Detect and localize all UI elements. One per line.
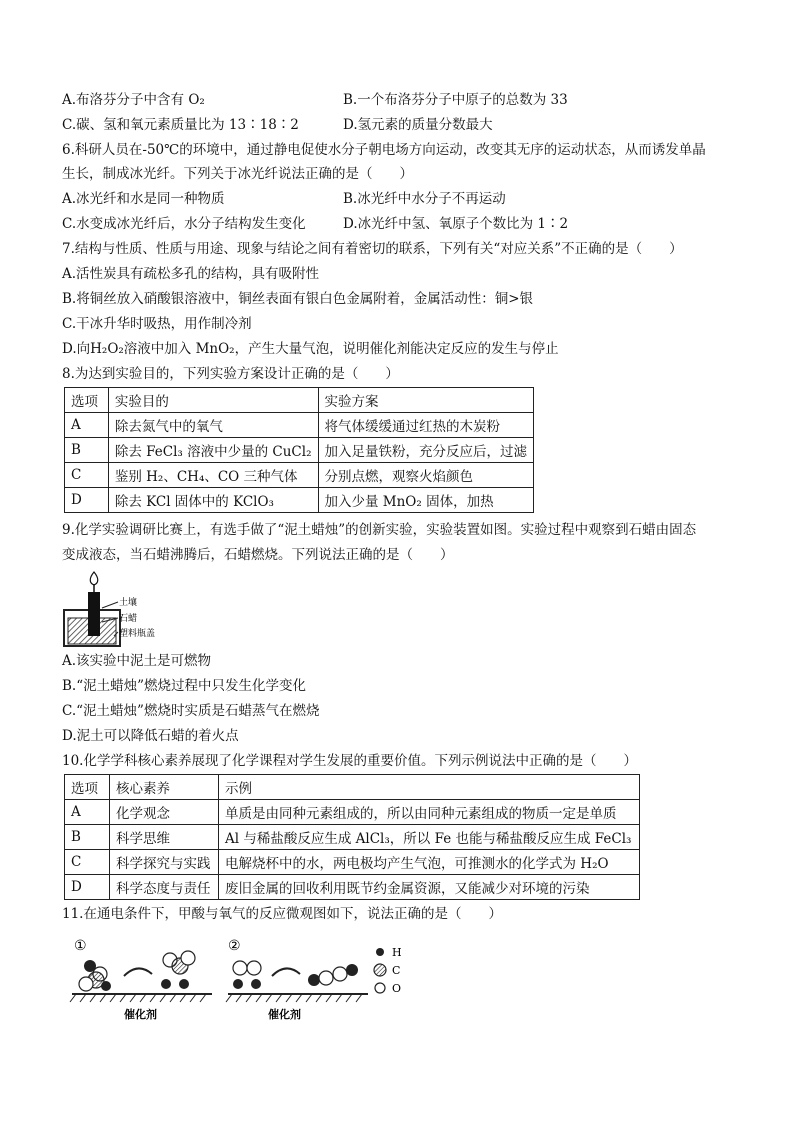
table-cell: D — [65, 875, 110, 900]
q9-option-a: A.该实验中泥土是可燃物 — [62, 653, 212, 669]
q8-stem: 8.为达到实验目的，下列实验方案设计正确的是（ ） — [62, 366, 399, 382]
table-cell: 科学思维 — [110, 825, 219, 850]
table-cell: B — [65, 438, 109, 463]
q10-stem: 10.化学学科核心素养展现了化学课程对学生发展的重要价值。下列示例说法中正确的是（ ） — [62, 753, 637, 769]
table-row — [65, 463, 534, 488]
q9-stem-line1: 9.化学实验调研比赛上，有选手做了“泥土蜡烛”的创新实验，实验装置如图。实验过程中观察到石蜡由固态 — [62, 522, 697, 538]
table-cell: C — [65, 463, 109, 488]
table-cell: Al 与稀盐酸反应生成 AlCl₃，所以 Fe 也能与稀盐酸反应生成 FeCl₃ — [219, 825, 640, 850]
table-cell: 加入少量 MnO₂ 固体，加热 — [318, 488, 534, 513]
q5-option-a: A.布洛芬分子中含有 O₂ — [62, 92, 205, 108]
q5-option-d: D.氢元素的质量分数最大 — [343, 117, 493, 133]
q9-option-c: C.“泥土蜡烛”燃烧时实质是石蜡蒸气在燃烧 — [62, 703, 320, 719]
q5-option-c: C.碳、氢和氧元素质量比为 13∶18∶2 — [62, 117, 299, 133]
table-row — [65, 875, 640, 900]
q7-stem: 7.结构与性质、性质与用途、现象与结论之间有着密切的联系，下列有关“对应关系”不正确的是（ ） — [62, 241, 683, 257]
q8-table — [64, 387, 534, 513]
legend-o: O — [392, 982, 402, 995]
table-header-row — [65, 388, 534, 413]
q5-option-b: B.一个布洛芬分子中原子的总数为 33 — [343, 92, 568, 108]
q9-stem-line2: 变成液态，当石蜡沸腾后，石蜡燃烧。下列说法正确的是（ ） — [62, 547, 454, 563]
header-cell: 核心素养 — [110, 775, 219, 800]
legend-c: C — [392, 964, 401, 977]
table-cell: 单质是由同种元素组成的，所以由同种元素组成的物质一定是单质 — [219, 800, 640, 825]
table-cell: 鉴别 H₂、CH₄、CO 三种气体 — [108, 463, 318, 488]
reaction-micro-diagram — [62, 932, 422, 1024]
table-row — [65, 800, 640, 825]
table-cell: 将气体缓缓通过红热的木炭粉 — [318, 413, 534, 438]
table-cell: 分别点燃，观察火焰颜色 — [318, 463, 534, 488]
table-cell: D — [65, 488, 109, 513]
table-cell: 除去 FeCl₃ 溶液中少量的 CuCl₂ — [108, 438, 318, 463]
table-cell: 加入足量铁粉，充分反应后，过滤 — [318, 438, 534, 463]
q10-table — [64, 774, 640, 900]
q6-stem-line1: 6.科研人员在-50℃的环境中，通过静电促使水分子朝电场方向运动，改变其无序的运动状态，从而诱发单晶 — [62, 142, 706, 158]
table-cell: 电解烧杯中的水，两电极均产生气泡，可推测水的化学式为 H₂O — [219, 850, 640, 875]
table-cell: A — [65, 413, 109, 438]
q6-option-d: D.冰光纤中氢、氧原子个数比为 1∶2 — [343, 216, 569, 232]
header-cell: 实验目的 — [108, 388, 318, 413]
figure-label-wax: 石蜡 — [119, 614, 138, 624]
q6-option-a: A.冰光纤和水是同一种物质 — [62, 191, 225, 207]
header-cell: 选项 — [65, 388, 109, 413]
q7-option-b: B.将铜丝放入硝酸银溶液中，铜丝表面有银白色金属附着，金属活动性：铜>银 — [62, 291, 534, 307]
header-cell: 示例 — [219, 775, 640, 800]
header-cell: 选项 — [65, 775, 110, 800]
table-row — [65, 438, 534, 463]
table-row — [65, 850, 640, 875]
table-cell: A — [65, 800, 110, 825]
header-cell: 实验方案 — [318, 388, 534, 413]
q9-option-b: B.“泥土蜡烛”燃烧过程中只发生化学变化 — [62, 678, 307, 694]
table-cell: 科学态度与责任 — [110, 875, 219, 900]
q6-option-b: B.冰光纤中水分子不再运动 — [343, 191, 506, 207]
table-cell: 化学观念 — [110, 800, 219, 825]
table-cell: B — [65, 825, 110, 850]
q7-option-a: A.活性炭具有疏松多孔的结构，具有吸附性 — [62, 266, 320, 282]
q6-option-c: C.水变成冰光纤后，水分子结构发生变化 — [62, 216, 306, 232]
table-cell: 废旧金属的回收利用既节约金属资源，又能减少对环境的污染 — [219, 875, 640, 900]
table-cell: 科学探究与实践 — [110, 850, 219, 875]
table-cell: 除去 KCl 固体中的 KClO₃ — [108, 488, 318, 513]
mud-candle-figure — [62, 570, 182, 650]
step-1-label: ① — [74, 938, 87, 954]
q7-option-d: D.向H₂O₂溶液中加入 MnO₂，产生大量气泡，说明催化剂能决定反应的发生与停止 — [62, 341, 559, 357]
table-cell: 除去氮气中的氧气 — [108, 413, 318, 438]
q11-stem: 11.在通电条件下，甲酸与氧气的反应微观图如下，说法正确的是（ ） — [62, 906, 502, 922]
figure-label-soil: 土壤 — [119, 598, 138, 608]
table-row — [65, 825, 640, 850]
legend-h: H — [392, 946, 402, 959]
q9-option-d: D.泥土可以降低石蜡的着火点 — [62, 728, 239, 744]
table-header-row — [65, 775, 640, 800]
step-2-label: ② — [228, 938, 241, 954]
catalyst-label-1: 催化剂 — [124, 1008, 157, 1021]
figure-label-bottle-cap: 塑料瓶盖 — [119, 629, 156, 639]
q6-stem-line2: 生长，制成冰光纤。下列关于冰光纤说法正确的是（ ） — [62, 166, 413, 182]
table-cell: C — [65, 850, 110, 875]
table-row — [65, 413, 534, 438]
q7-option-c: C.干冰升华时吸热，用作制冷剂 — [62, 316, 252, 332]
table-row — [65, 488, 534, 513]
catalyst-label-2: 催化剂 — [268, 1008, 301, 1021]
